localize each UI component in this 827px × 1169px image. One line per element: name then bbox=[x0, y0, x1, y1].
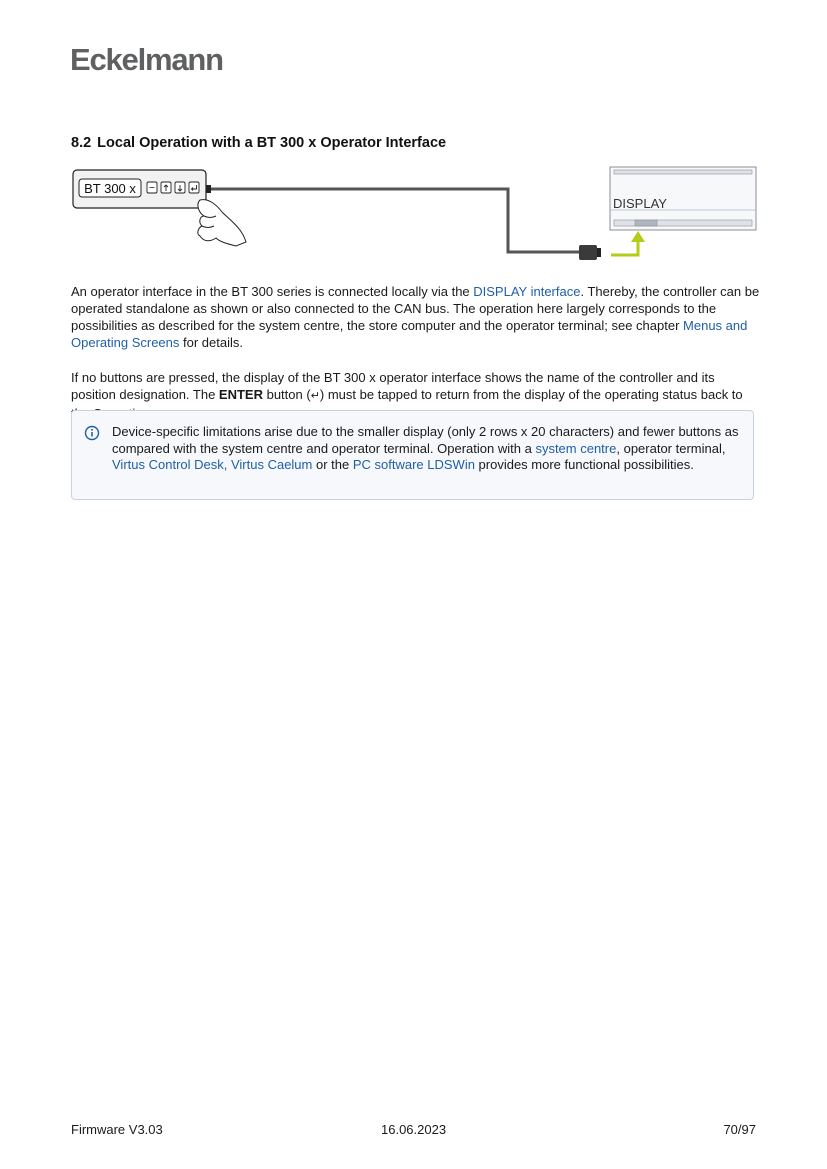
up-arrow-key-icon bbox=[161, 182, 171, 193]
virtus-link[interactable]: Virtus Control Desk, Virtus Caelum bbox=[112, 457, 313, 472]
bt300-device-label: BT 300 x bbox=[84, 181, 136, 196]
enter-text-1: If no buttons are pressed, the display of the BT 300 x operator interface shows the name of the controller and its position designation. The bbox=[71, 370, 715, 402]
note-text-2: , operator terminal, bbox=[616, 440, 726, 456]
footer-page-number: 70/97 bbox=[723, 1122, 756, 1137]
controller-display-label: DISPLAY bbox=[613, 196, 667, 211]
info-icon bbox=[84, 425, 100, 441]
intro-text-3: for details. bbox=[179, 335, 243, 350]
intro-text-1: An operator interface in the BT 300 series is connected locally via the bbox=[71, 284, 474, 299]
down-arrow-key-icon bbox=[175, 182, 185, 193]
intro-text-2: . Thereby, the controller can be operated standalone as shown or also connected to the CAN bus. The operation here largely corresponds to the possibilities as described for the system centre, the store computer and the operator terminal; see chapter bbox=[71, 284, 760, 333]
info-note-text bbox=[112, 424, 742, 474]
enter-symbol-icon: ↵ bbox=[310, 390, 320, 402]
note-text-1: Device-specific limitations arise due to the smaller display (only 2 rows x 20 characters) and fewer buttons as compared with the system centre and operator terminal. Operation with a bbox=[112, 424, 739, 456]
cable-connector bbox=[579, 245, 597, 260]
enter-text-2: button ( bbox=[262, 387, 311, 402]
display-port-arrow-head bbox=[631, 231, 645, 242]
system-centre-link[interactable]: system centre bbox=[535, 440, 617, 456]
menus-operating-screens-link[interactable]: Menus and Operating Screens bbox=[71, 318, 748, 350]
controller-device bbox=[610, 167, 756, 230]
section-heading bbox=[71, 135, 446, 151]
footer-firmware: Firmware V3.03 bbox=[71, 1122, 163, 1137]
ldswin-link[interactable]: PC software LDSWin bbox=[352, 457, 475, 472]
enter-text-3: ) must be tapped to return from the display of the operating status back to bbox=[319, 387, 743, 402]
company-logo: Eckelmann bbox=[70, 42, 223, 77]
section-title: Local Operation with a BT 300 x Operator Interface bbox=[97, 135, 447, 151]
connection-diagram-svg bbox=[70, 162, 760, 272]
display-interface-link[interactable]: DISPLAY interface bbox=[473, 284, 581, 299]
note-text-3: or the bbox=[312, 457, 353, 472]
section-number: 8.2 bbox=[71, 135, 92, 151]
intro-paragraph bbox=[71, 283, 761, 351]
enter-key-icon bbox=[189, 182, 199, 193]
info-note-box bbox=[71, 410, 754, 500]
connection-diagram bbox=[70, 162, 760, 272]
note-text-4: provides more functional possibilities. bbox=[474, 457, 694, 472]
enter-bold: ENTER bbox=[218, 387, 263, 402]
bt300-plug bbox=[206, 185, 211, 193]
cable bbox=[211, 189, 580, 252]
footer-date: 16.06.2023 bbox=[381, 1122, 447, 1137]
hand-illustration bbox=[198, 200, 246, 246]
display-port-arrow bbox=[611, 240, 638, 255]
cable-connector-tip bbox=[597, 248, 601, 257]
info-key-icon bbox=[147, 182, 157, 193]
